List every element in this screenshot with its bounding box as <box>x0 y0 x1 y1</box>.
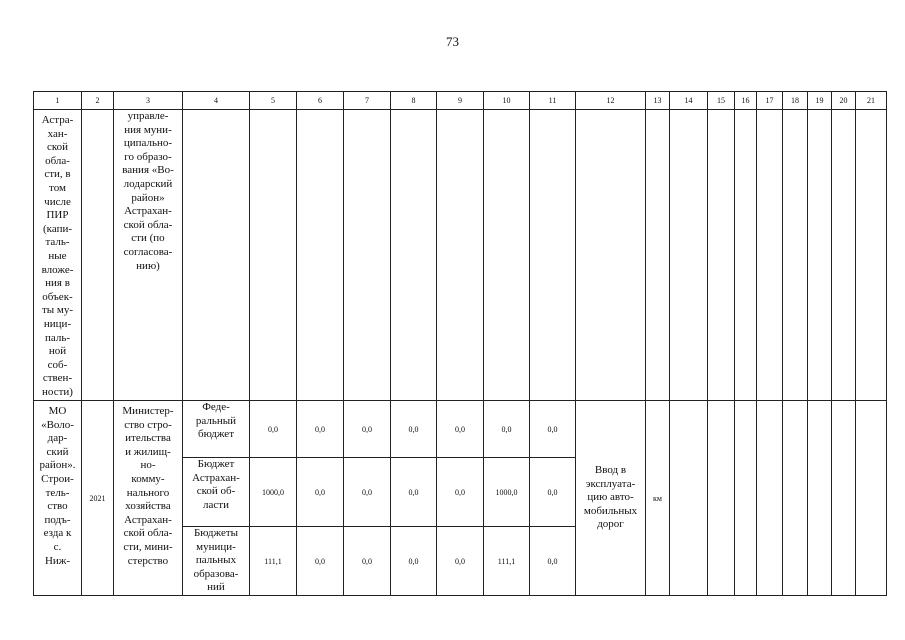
empty-cell <box>576 110 646 401</box>
col-header: 2 <box>82 92 114 110</box>
value-cell: 1000,0 <box>250 458 297 527</box>
col-header: 9 <box>437 92 484 110</box>
col-header: 8 <box>391 92 437 110</box>
table-row <box>34 110 887 401</box>
value-cell: 0,0 <box>437 458 484 527</box>
value-cell: 0,0 <box>297 401 344 458</box>
empty-cell <box>832 401 856 596</box>
col-header: 11 <box>530 92 576 110</box>
executor-cell: управле- ния муни- ципально- го образо- вания «Во- лодарский район» Астрахан- ской обла- сти (по согласова- нию) <box>114 110 183 401</box>
col-header: 17 <box>757 92 783 110</box>
empty-cell <box>530 110 576 401</box>
empty-cell <box>297 110 344 401</box>
empty-cell <box>735 110 757 401</box>
value-cell: 0,0 <box>344 527 391 596</box>
value-cell: 0,0 <box>344 401 391 458</box>
funding-source-cell: Бюджет Астрахан- ской об- ласти <box>183 458 250 527</box>
col-header: 4 <box>183 92 250 110</box>
value-cell: 0,0 <box>391 527 437 596</box>
empty-cell <box>832 110 856 401</box>
col-header: 6 <box>297 92 344 110</box>
empty-cell <box>757 401 783 596</box>
empty-cell <box>808 401 832 596</box>
col-header: 5 <box>250 92 297 110</box>
col-header: 3 <box>114 92 183 110</box>
empty-cell <box>344 110 391 401</box>
value-cell: 0,0 <box>344 458 391 527</box>
empty-cell <box>757 110 783 401</box>
value-cell: 0,0 <box>484 401 530 458</box>
value-cell: 1000,0 <box>484 458 530 527</box>
col-header: 7 <box>344 92 391 110</box>
unit-cell: км <box>646 401 670 596</box>
value-cell: 0,0 <box>437 527 484 596</box>
col-header: 12 <box>576 92 646 110</box>
col-header: 13 <box>646 92 670 110</box>
empty-cell <box>250 110 297 401</box>
page-number: 73 <box>446 34 459 49</box>
value-cell: 0,0 <box>250 401 297 458</box>
funding-source-cell: Феде- ральный бюджет <box>183 401 250 458</box>
value-cell: 111,1 <box>484 527 530 596</box>
empty-cell <box>856 401 887 596</box>
col-header: 10 <box>484 92 530 110</box>
empty-cell <box>808 110 832 401</box>
value-cell: 0,0 <box>530 458 576 527</box>
empty-cell <box>856 110 887 401</box>
col-header: 1 <box>34 92 82 110</box>
value-cell: 0,0 <box>530 401 576 458</box>
empty-cell <box>783 110 808 401</box>
col-header: 18 <box>783 92 808 110</box>
empty-cell <box>735 401 757 596</box>
empty-cell <box>183 110 250 401</box>
col-header: 21 <box>856 92 887 110</box>
result-indicator-cell: Ввод в эксплуата- цию авто- мобильных дорог <box>576 401 646 596</box>
empty-cell <box>82 110 114 401</box>
empty-cell <box>783 401 808 596</box>
year-cell: 2021 <box>82 401 114 596</box>
empty-cell <box>437 110 484 401</box>
empty-cell <box>646 110 670 401</box>
value-cell: 0,0 <box>297 458 344 527</box>
value-cell: 0,0 <box>297 527 344 596</box>
header-row <box>34 92 887 110</box>
funding-source-cell: Бюджеты муници- пальных образова- ний <box>183 527 250 596</box>
col-header: 20 <box>832 92 856 110</box>
col-header: 16 <box>735 92 757 110</box>
col-header: 19 <box>808 92 832 110</box>
empty-cell <box>708 401 735 596</box>
program-table <box>33 91 887 596</box>
value-cell: 0,0 <box>391 458 437 527</box>
value-cell: 0,0 <box>530 527 576 596</box>
empty-cell <box>391 110 437 401</box>
empty-cell <box>670 110 708 401</box>
object-name-cell: МО «Воло- дар- ский район». Строи- тель- ство подъ- езда к с. Ниж- <box>34 401 82 596</box>
value-cell: 0,0 <box>391 401 437 458</box>
col-header: 14 <box>670 92 708 110</box>
table-row <box>34 401 887 458</box>
object-name-cell: Астра- хан- ской обла- сти, в том числе ПИР (капи- таль- ные вложе- ния в объек- ты му- ници- паль- ной соб- ствен- ности) <box>34 110 82 401</box>
executor-cell: Министер- ство стро- ительства и жилищ- но- комму- нального хозяйства Астрахан- ской обла- сти, мини- стерство <box>114 401 183 596</box>
empty-cell <box>708 110 735 401</box>
value-cell: 0,0 <box>437 401 484 458</box>
value-cell: 111,1 <box>250 527 297 596</box>
empty-cell <box>484 110 530 401</box>
col-header: 15 <box>708 92 735 110</box>
empty-cell <box>670 401 708 596</box>
